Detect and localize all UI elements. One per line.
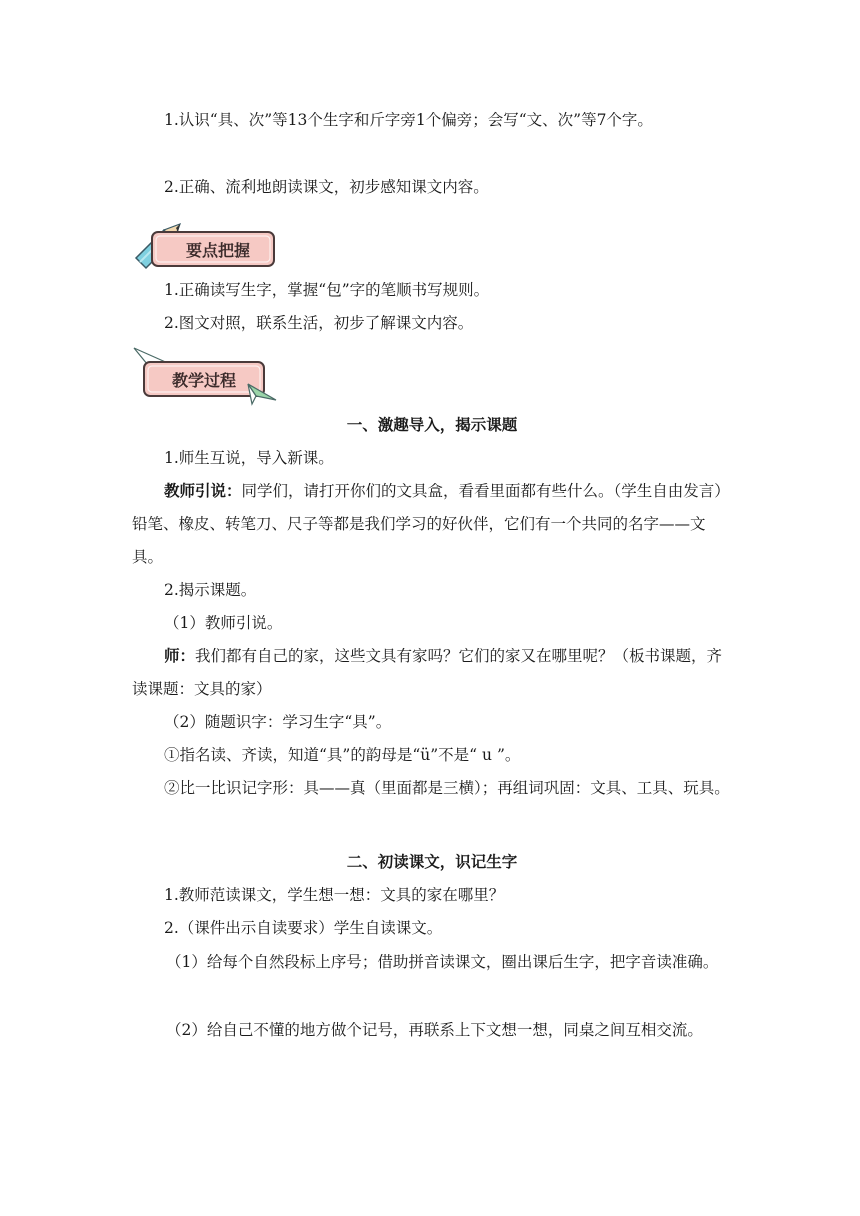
key-point-item-2: 2.图文对照，联系生活，初步了解课文内容。: [164, 314, 474, 332]
paragraph-teacher-speech: [132, 640, 732, 706]
paragraph: （2）给自己不懂的地方做个记号，再联系上下文想一想，同桌之间互相交流。: [166, 1021, 703, 1039]
teacher-intro-label: 教师引说：: [164, 482, 242, 500]
key-points-badge-text: 要点把握: [185, 241, 251, 260]
teaching-process-badge-text: 教学过程: [171, 371, 237, 390]
teacher-label: 师：: [164, 647, 196, 665]
section-heading-1: 一、激趣导入，揭示课题: [346, 416, 518, 434]
paragraph: 2.揭示课题。: [164, 581, 257, 599]
teaching-process-badge: [130, 344, 282, 408]
paragraph: 1.师生互说，导入新课。: [164, 449, 334, 467]
key-points-badge: [130, 214, 280, 272]
paragraph-teacher-intro: [132, 475, 732, 574]
teacher-speech-text: 我们都有自己的家，这些文具有家吗？它们的家又在哪里呢？（板书课题，齐读课题：文具的家）: [132, 647, 723, 698]
paragraph: （1）给每个自然段标上序号；借助拼音读课文，圈出课后生字，把字音读准确。: [166, 953, 719, 971]
paragraph: 1.教师范读课文，学生想一想：文具的家在哪里？: [164, 886, 505, 904]
key-point-item-1: 1.正确读写生字，掌握“包”字的笔顺书写规则。: [164, 281, 490, 299]
teacher-intro-text: 同学们，请打开你们的文具盒，看看里面都有些什么。（学生自由发言）铅笔、橡皮、转笔刀、尺子等都是我们学习的好伙伴，它们有一个共同的名字——文具。: [132, 482, 730, 566]
paragraph: ①指名读、齐读，知道“具”的韵母是“ü”不是“ u ”。: [164, 746, 521, 764]
objective-item-2: 2.正确、流利地朗读课文，初步感知课文内容。: [164, 178, 489, 196]
paragraph: （2）随题识字：学习生字“具”。: [164, 713, 392, 731]
paragraph: 2.（课件出示自读要求）学生自读课文。: [164, 919, 443, 937]
section-heading-2: 二、初读课文，识记生字: [346, 853, 518, 871]
paragraph: （1）教师引说。: [164, 614, 283, 632]
paragraph: ②比一比识记字形：具——真（里面都是三横）；再组词巩固：文具、工具、玩具。: [164, 779, 730, 797]
objective-item-1: 1.认识“具、次”等13个生字和斤字旁1个偏旁；会写“文、次”等7个字。: [164, 111, 653, 129]
